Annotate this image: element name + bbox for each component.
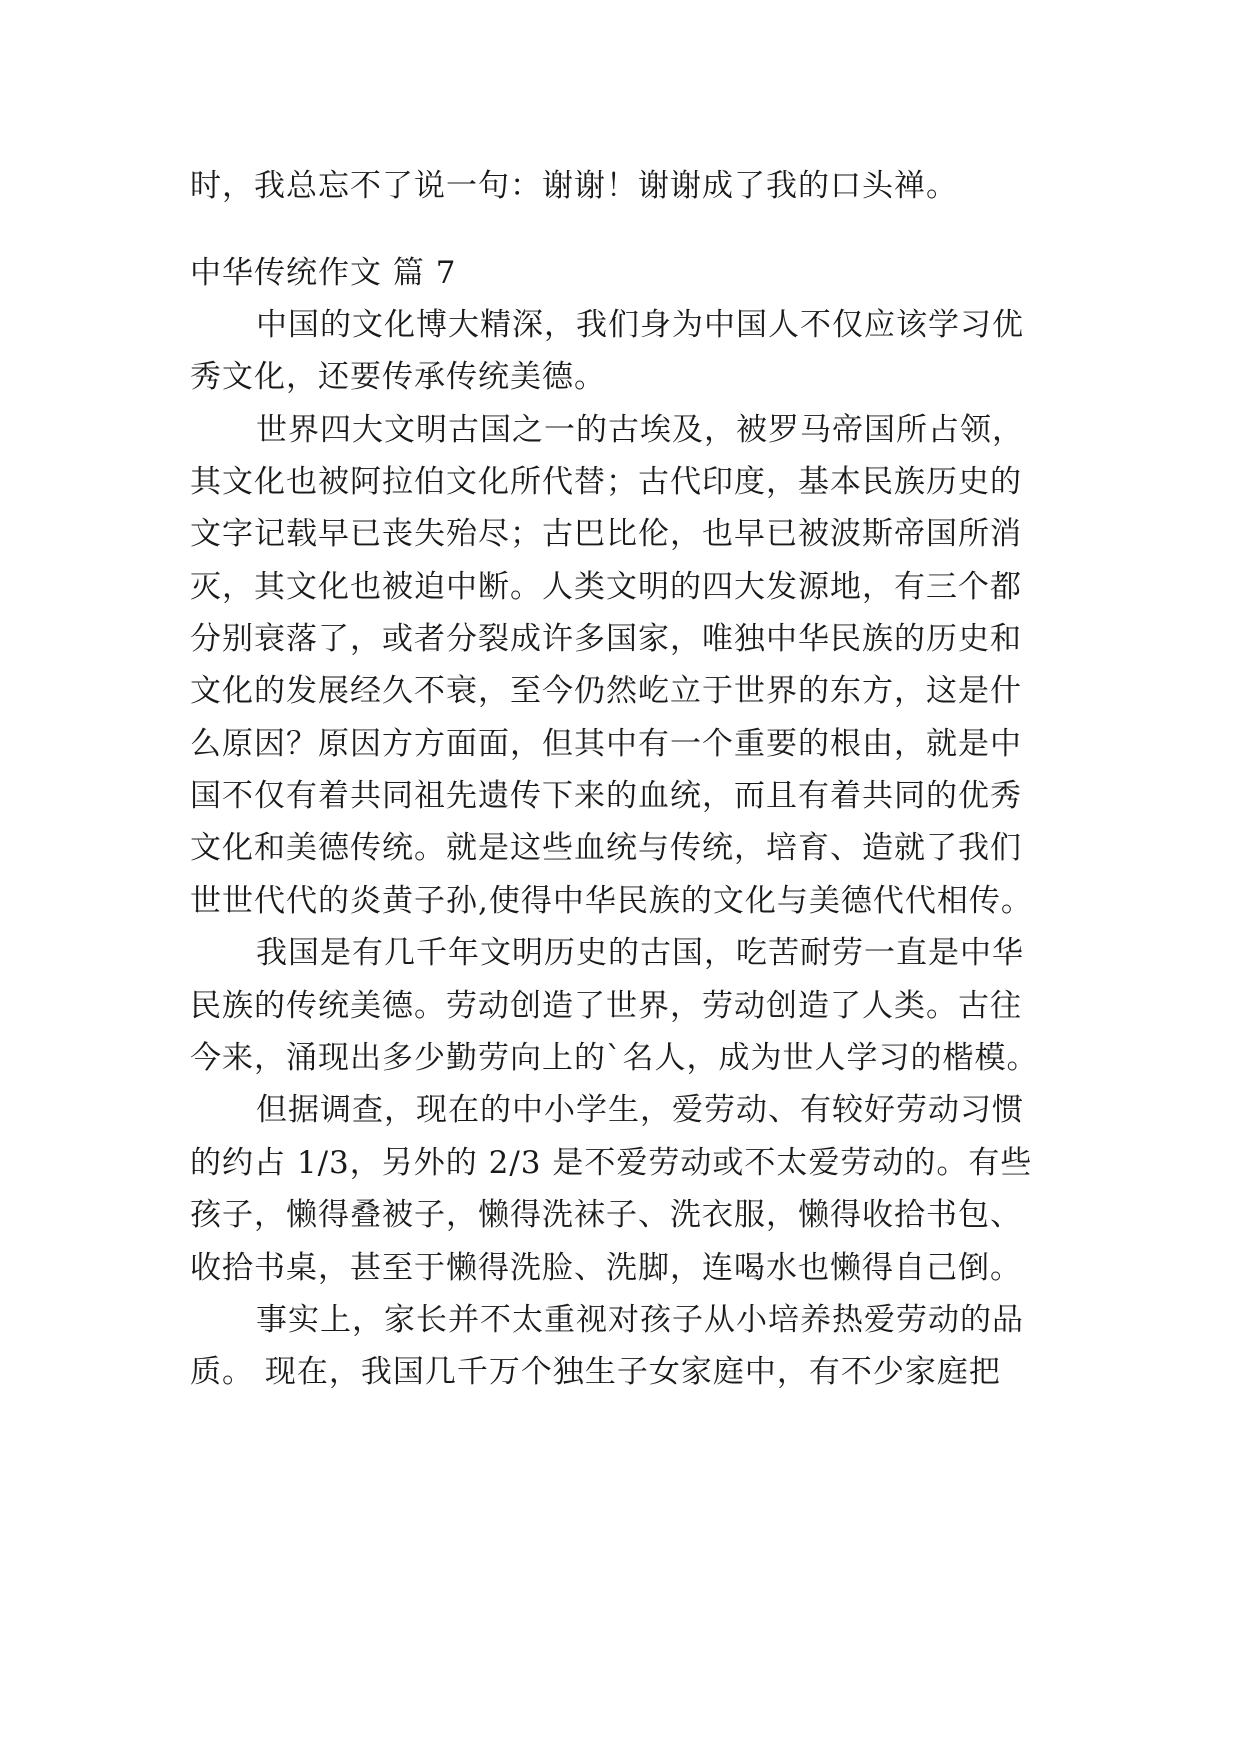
- paragraph-5-line-1: 事实上，家长并不太重视对孩子从小培养热爱劳动的品: [256, 1302, 1024, 1338]
- paragraph-2-line-3: 文字记载早已丧失殆尽；古巴比伦，也早已被波斯帝国所消: [190, 516, 1022, 552]
- paragraph-2-line-6: 文化的发展经久不衰，至今仍然屹立于世界的东方，这是什: [190, 673, 1022, 709]
- paragraph-2-line-5: 分别衰落了，或者分裂成许多国家，唯独中华民族的历史和: [190, 621, 1022, 657]
- continuation-line: 时，我总忘不了说一句：谢谢！谢谢成了我的口头禅。: [190, 168, 958, 204]
- paragraph-4-line-1: 但据调查，现在的中小学生，爱劳动、有较好劳动习惯: [256, 1092, 1024, 1128]
- paragraph-1-line-1: 中国的文化博大精深，我们身为中国人不仅应该学习优: [256, 307, 1024, 343]
- paragraph-4-line-2: 的约占 1/3，另外的 2/3 是不爱劳动或不太爱劳动的。有些: [190, 1145, 1033, 1181]
- paragraph-4-line-3: 孩子，懒得叠被子，懒得洗袜子、洗衣服，懒得收拾书包、: [190, 1197, 1022, 1233]
- paragraph-3-line-3: 今来，涌现出多少勤劳向上的`名人，成为世人学习的楷模。: [190, 1040, 1039, 1076]
- paragraph-2-line-4: 灭，其文化也被迫中断。人类文明的四大发源地，有三个都: [190, 569, 1022, 605]
- paragraph-3-line-2: 民族的传统美德。劳动创造了世界，劳动创造了人类。古往: [190, 988, 1022, 1024]
- paragraph-4-line-4: 收拾书桌，甚至于懒得洗脸、洗脚，连喝水也懒得自己倒。: [190, 1250, 1022, 1286]
- paragraph-2-line-8: 国不仅有着共同祖先遗传下来的血统，而且有着共同的优秀: [190, 778, 1022, 814]
- paragraph-2-line-10: 世世代代的炎黄子孙,使得中华民族的文化与美德代代相传。: [190, 883, 1033, 919]
- paragraph-5-line-2: 质。 现在，我国几千万个独生子女家庭中，有不少家庭把: [190, 1354, 1001, 1390]
- paragraph-2-line-1: 世界四大文明古国之一的古埃及，被罗马帝国所占领，: [256, 412, 1024, 448]
- paragraph-2-line-7: 么原因？原因方方面面，但其中有一个重要的根由，就是中: [190, 726, 1022, 762]
- paragraph-2-line-2: 其文化也被阿拉伯文化所代替；古代印度，基本民族历史的: [190, 464, 1022, 500]
- paragraph-2-line-9: 文化和美德传统。就是这些血统与传统，培育、造就了我们: [190, 830, 1022, 866]
- paragraph-1-line-2: 秀文化，还要传承传统美德。: [190, 359, 606, 395]
- paragraph-3-line-1: 我国是有几千年文明历史的古国，吃苦耐劳一直是中华: [256, 935, 1024, 971]
- section-heading: 中华传统作文 篇 7: [190, 255, 457, 291]
